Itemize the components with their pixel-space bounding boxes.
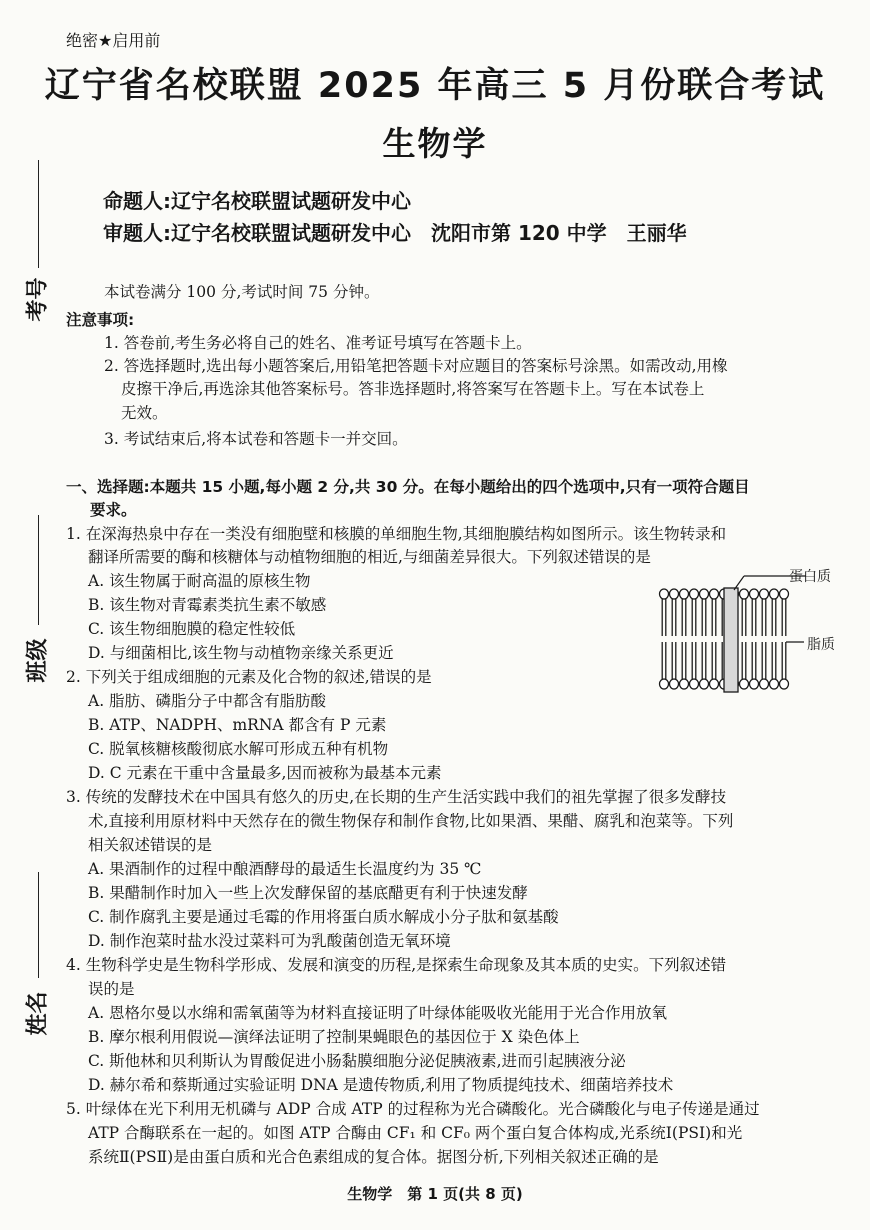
lipid-head (690, 589, 699, 599)
lipid-head (750, 679, 759, 689)
lipid-head (780, 589, 789, 599)
lipid-head (710, 589, 719, 599)
note-2-cont: 皮擦干净后,再选涂其他答案标号。答非选择题时,将答案写在答题卡上。写在本试卷上 (121, 380, 705, 398)
note-3: 3. 考试结束后,将本试卷和答题卡一并交回。 (104, 430, 408, 448)
exam-title: 辽宁省名校联盟 2025 年高三 5 月份联合考试 (44, 66, 826, 106)
note-1: 1. 答卷前,考生务必将自己的姓名、准考证号填写在答题卡上。 (104, 334, 532, 352)
notes-title: 注意事项: (66, 311, 135, 329)
class-label: 班级 (25, 638, 51, 683)
setter-line: 命题人:辽宁名校联盟试题研发中心 (103, 189, 411, 213)
secret-mark: 绝密★启用前 (66, 31, 161, 50)
lipid-head (700, 679, 709, 689)
lipid-head (670, 589, 679, 599)
lipid-head (780, 679, 789, 689)
q4-option-d: D. 赫尔希和蔡斯通过实验证明 DNA 是遗传物质,利用了物质提纯技术、细菌培养技术 (88, 1076, 674, 1094)
q4-stem-1: 4. 生物科学史是生物科学形成、发展和演变的历程,是探索生命现象及其本质的史实。下列叙述错 (66, 956, 727, 974)
q1-stem-1: 1. 在深海热泉中存在一类没有细胞壁和核膜的单细胞生物,其细胞膜结构如图所示。该生物转录和 (66, 525, 727, 543)
lipid-head (670, 679, 679, 689)
subject-title: 生物学 (382, 124, 488, 163)
q3-option-c: C. 制作腐乳主要是通过毛霉的作用将蛋白质水解成小分子肽和氨基酸 (88, 908, 559, 926)
q1-stem-2: 翻译所需要的酶和核糖体与动植物细胞的相近,与细菌差异很大。下列叙述错误的是 (88, 548, 651, 566)
lipid-head (660, 589, 669, 599)
q5-stem-2: ATP 合酶联系在一起的。如图 ATP 合酶由 CF₁ 和 CF₀ 两个蛋白复合体构成,光系统Ⅰ(PSⅠ)和光 (88, 1124, 743, 1142)
exam-no-label: 考号 (25, 277, 51, 322)
q1-option-c: C. 该生物细胞膜的稳定性较低 (88, 620, 296, 638)
protein-shape (724, 588, 738, 692)
name-line (38, 872, 39, 978)
lipid-head (690, 679, 699, 689)
q1-option-b: B. 该生物对青霉素类抗生素不敏感 (88, 596, 327, 614)
lipid-head (710, 679, 719, 689)
q4-option-a: A. 恩格尔曼以水绵和需氧菌等为材料直接证明了叶绿体能吸收光能用于光合作用放氧 (88, 1004, 668, 1022)
exam-no-line (38, 160, 39, 268)
lipid-head (680, 589, 689, 599)
q1-option-a: A. 该生物属于耐高温的原核生物 (88, 572, 311, 590)
section-heading: 一、选择题:本题共 15 小题,每小题 2 分,共 30 分。在每小题给出的四个选项中,只有一项符合题目 (66, 478, 750, 496)
note-2: 2. 答选择题时,选出每小题答案后,用铅笔把答题卡对应题目的答案标号涂黑。如需改动,用橡 (104, 357, 728, 375)
q4-option-b: B. 摩尔根利用假说—演绎法证明了控制果蝇眼色的基因位于 X 染色体上 (88, 1028, 580, 1046)
section-heading-cont: 要求。 (90, 501, 137, 519)
q5-stem-1: 5. 叶绿体在光下利用无机磷与 ADP 合成 ATP 的过程称为光合磷酸化。光合磷酸化与电子传递是通过 (66, 1100, 760, 1118)
q1-option-d: D. 与细菌相比,该生物与动植物亲缘关系更近 (88, 644, 394, 662)
lipid-head (770, 589, 779, 599)
lipid-head (750, 589, 759, 599)
protein-pointer-tip (734, 576, 744, 590)
q3-option-a: A. 果酒制作的过程中酿酒酵母的最适生长温度约为 35 ℃ (88, 860, 482, 878)
lipid-head (740, 589, 749, 599)
protein-label: 蛋白质 (789, 569, 831, 585)
q3-stem-2: 术,直接利用原材料中天然存在的微生物保存和制作食物,比如果酒、果醋、腐乳和泡菜等。下列 (88, 812, 734, 830)
lipid-head (760, 679, 769, 689)
lipid-head (660, 679, 669, 689)
q3-option-d: D. 制作泡菜时盐水没过菜料可为乳酸菌创造无氧环境 (88, 932, 451, 950)
q2-option-c: C. 脱氧核糖核酸彻底水解可形成五种有机物 (88, 740, 389, 758)
score-time: 本试卷满分 100 分,考试时间 75 分钟。 (104, 283, 380, 301)
lipid-head (760, 589, 769, 599)
q3-stem-1: 3. 传统的发酵技术在中国具有悠久的历史,在长期的生产生活实践中我们的祖先掌握了很多发酵技 (66, 788, 727, 806)
lipid-head (700, 589, 709, 599)
name-label: 姓名 (25, 991, 51, 1036)
q2-option-b: B. ATP、NADPH、mRNA 都含有 P 元素 (88, 716, 387, 734)
q2-option-d: D. C 元素在干重中含量最多,因而被称为最基本元素 (88, 764, 442, 782)
q3-option-b: B. 果醋制作时加入一些上次发酵保留的基底醋更有利于快速发酵 (88, 884, 528, 902)
note-2-end: 无效。 (121, 404, 168, 422)
q3-stem-3: 相关叙述错误的是 (88, 836, 213, 854)
lipid-head (770, 679, 779, 689)
q4-option-c: C. 斯他林和贝利斯认为胃酸促进小肠黏膜细胞分泌促胰液素,进而引起胰液分泌 (88, 1052, 626, 1070)
q2-stem: 2. 下列关于组成细胞的元素及化合物的叙述,错误的是 (66, 668, 432, 686)
class-line (38, 515, 39, 625)
q5-stem-3: 系统Ⅱ(PSⅡ)是由蛋白质和光合色素组成的复合体。据图分析,下列相关叙述正确的是 (88, 1148, 659, 1166)
lipid-label: 脂质 (807, 637, 835, 653)
lipid-head (680, 679, 689, 689)
reviewer-line: 审题人:辽宁名校联盟试题研发中心 沈阳市第 120 中学 王丽华 (103, 221, 687, 245)
page-footer: 生物学 第 1 页(共 8 页) (347, 1185, 523, 1203)
q2-option-a: A. 脂肪、磷脂分子中都含有脂肪酸 (88, 692, 327, 710)
lipid-head (740, 679, 749, 689)
q4-stem-2: 误的是 (88, 980, 135, 998)
